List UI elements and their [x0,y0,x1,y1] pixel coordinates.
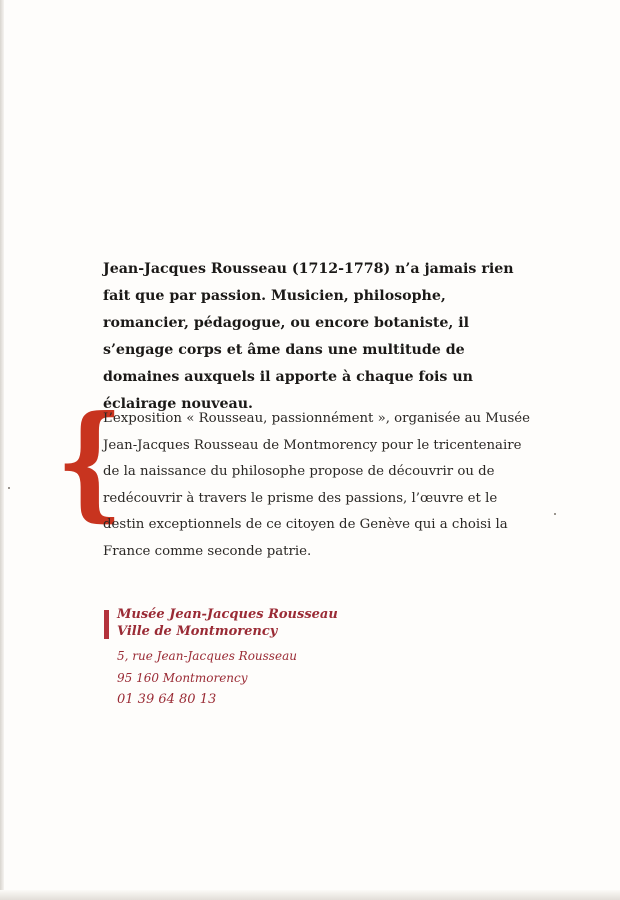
curly-brace-ornament: { [55,389,124,534]
phone-number: 01 39 64 80 13 [117,692,217,707]
city-hall-name: Ville de Montmorency [117,623,278,639]
paper-speck [554,513,556,515]
page-edge-bottom [0,890,620,900]
paper-speck [8,487,10,489]
contact-heading [117,607,338,640]
museum-name: Musée Jean-Jacques Rousseau [117,607,338,622]
exhibition-description: L’exposition « Rousseau, passionnément », organisée au Musée Jean-Jacques Rousseau de Montmorency pour le tricentenaire de la naissance du philosophe propose de découvrir ou de redécouvrir à travers le prisme des passions, l’œuvre et le destin exceptionnels de ce citoyen de Genève qui a choisi la France comme seconde patrie. [103,411,531,559]
address-postal-city: 95 160 Montmorency [117,670,248,685]
address-street: 5, rue Jean-Jacques Rousseau [117,649,297,663]
contact-address [117,646,297,711]
intro-paragraph: Jean-Jacques Rousseau (1712-1778) n’a jamais rien fait que par passion. Musicien, philosophe, romancier, pédagogue, ou encore botaniste, il s’engage corps et âme dans une multitude de domaines auxquels il apporte à chaque fois un éclairage nouveau. [103,261,514,412]
contact-accent-bar [104,610,109,639]
page-edge-left [0,0,4,900]
